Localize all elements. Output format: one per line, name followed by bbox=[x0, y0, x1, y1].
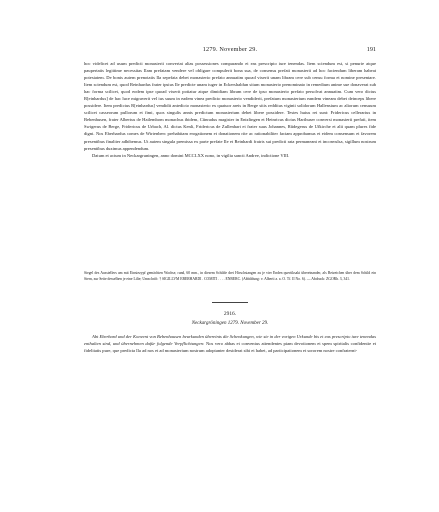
regest-paragraph bbox=[84, 333, 376, 354]
charter-text-block-2 bbox=[84, 333, 376, 354]
charter-opening-text: Nos vero abbas et conventus attendentes piam devotionem et spem spiritalis confidentie et fidelitatis pure, que predicta Ila ad nos et ad monasterium nostrum adoptanter desiderat sibi et habet, ad participationem et sororem nostre confraterni- bbox=[84, 341, 376, 354]
document-number: 2916. bbox=[223, 311, 237, 317]
section-divider bbox=[212, 302, 248, 303]
running-title: 1279. November 29. bbox=[202, 46, 258, 53]
dating-clause: Datum et actum in Neckargruningen, anno domini MCCLXX nono, in vigilia sancti Andree, indictione VIII. bbox=[92, 152, 290, 158]
seal-note: Siegel des Ausstellers am mit Einsiezypf gemächten Wachse, rund, 60 mm., in diesem Schilde drei Hirschstangen zu je vier Enden quertiksakt übereinander, als Beizeichen über dem Schild ein Stern, zur Seite desselben je eine Lilie; Umschrift: † SIGILLVM EBERHARDI . COMITI . . . . ENBERC. (Abbildung: v. Alberti a. a. O. Tf. II No. 6). — Abdruck: ZGORh. 3, 341. bbox=[84, 271, 376, 281]
page-header bbox=[84, 46, 376, 56]
charter-main-paragraph: hoc videlicet ad usum predicti monasterii convertat alias possessiones comparando ei eas prescripto iure tenendas. Item sciendum est, si penurie atque paupertatis legittime necessitas Ilam prefatam vendere vel obligare compulerit bona sua, de consensu prefati monasterii ad hoc faciendum liberam habeat potestatem. De bonis autem prenotatis Ila sepefata debet monasterio prefato annuatim quoad vixerit unam libram cere sub censu forma et nomine presentare. Item sciendum est, quod Reinhardus frater ipsius Ile predicte unam iuger in Eckershaldun situm monasterio prenominato in remedium anime sue donaverat sub hac forma scilicet, quod eodem ipse quoad vixerit potiatur atque dimidiam libram cere de ipso monasterio prefato persolvat annuatim. Cum vero dictus R[einhardus] de hac luce migraverit vel ius suum in eadem vinea predicto monasterio vendiderit, prefatum monasterium eandem vineam debet deinceps libere possidere. Item predictus R[einhardus] vendidit antedicto monasterio ex quatuor areis in Berge sitis redditus viginti solidorum Hallensium ac aliorum censuum scilicet casseorum pullorum et fimi, quos singulis annis predictum monasterium debet libere possidere. Testes huius rei sunt: Fridericus cellerarius in Bebenhusen, frater Albertus de Hailembom monachus ibidem, Cûnradus magister in Entzlingen et Heinricus dictus Harthuser conversi monasterii prefati, item Swigerus de Berge, Fridericus de Urbach, Al. dictus Kenli, Fridericus de Zullenhart et frater suus Johannes, Rûdegerus de Ufkirche et alii quam plures fide digni. Nos Eberhardus comes de Wirtenberc prehabitam erogationem et donationem rite ac rationabiliter factam approbamus et eidem consensum et favorem presentibus finaliter adhibemus. Ut autem singula premissa ex parte prefate Ile et Reinhardi fratris sui predicti rata permaneant et inconvulsa, sigillum nostrum presentibus duximus appendendum. bbox=[84, 61, 376, 151]
regest-summary: Abt Eberhard und der Konvent von Bebenhausen beurkunden übereints die Schenkungen, wie sie in der vorigen Urkunde bis et eas prescripto iure tenendas enthalten sind, und übernehmen dafür folgende Verpflichtungen: bbox=[84, 334, 376, 347]
charter-text-block bbox=[84, 60, 376, 159]
page-number: 191 bbox=[366, 46, 376, 53]
document-place-date: Neckargröningen 1279. November 29. bbox=[191, 321, 269, 326]
